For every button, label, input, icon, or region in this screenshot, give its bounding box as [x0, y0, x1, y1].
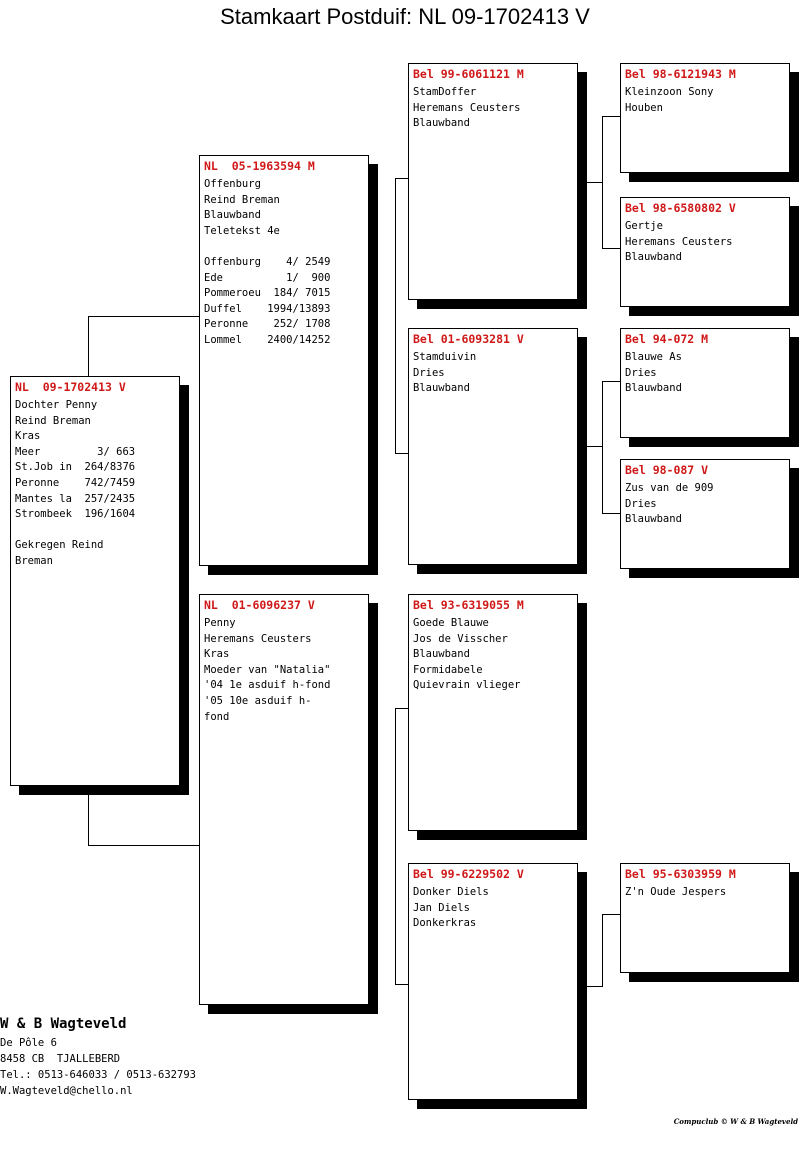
pigeon-card-mother-father — [408, 594, 578, 831]
owner-address-city: 8458 CB TJALLEBERD — [0, 1053, 121, 1065]
pigeon-info-line: '04 1e asduif h-fond — [204, 679, 331, 692]
pigeon-info-line: Reind Breman — [204, 193, 280, 206]
pigeon-info-line: Kras — [15, 430, 41, 443]
connector-mm-parent-v — [602, 914, 603, 987]
pigeon-info-line: Stamduivin — [413, 351, 477, 363]
connector-ff-stub — [586, 182, 603, 183]
pigeon-info-line: Offenburg 4/ 2549 — [204, 255, 331, 268]
pigeon-info-line: Kras — [204, 648, 230, 661]
pigeon-info-line: Gertje — [625, 220, 663, 232]
pigeon-info-line: Ede 1/ 900 — [204, 271, 331, 284]
connector-fm-fmf — [602, 381, 620, 382]
pigeon-info-line — [15, 523, 175, 539]
connector-mother-mm — [395, 984, 408, 985]
pigeon-info-line: Peronne 742/7459 — [15, 476, 136, 489]
pigeon-info-line: Donker Diels — [413, 886, 489, 898]
ring-number: Bel 98-087 V — [625, 463, 709, 477]
pigeon-info-line: fond — [204, 710, 230, 723]
connector-fm-fmm — [602, 513, 620, 514]
connector-subject-mother-v — [88, 786, 89, 846]
owner-name: W & B Wagteveld — [0, 1016, 127, 1032]
pigeon-info-line: Pommeroeu 184/ 7015 — [204, 287, 331, 300]
pigeon-info-line: Blauwband — [413, 648, 470, 661]
pigeon-info-line: Penny — [204, 617, 236, 629]
ring-number: Bel 93-6319055 M — [413, 598, 524, 612]
pigeon-card-father-mother — [408, 328, 578, 565]
page-title: Stamkaart Postduif: NL 09-1702413 V — [220, 4, 590, 29]
connector-ff-ffm — [602, 248, 620, 249]
pigeon-card-ff-mother — [620, 197, 790, 307]
pigeon-info-line: Blauwband — [413, 117, 470, 130]
owner-phone: Tel.: 0513-646033 / 0513-632793 — [0, 1069, 196, 1081]
pigeon-info-line: Teletekst 4e — [204, 224, 280, 237]
connector-mm-stub — [586, 986, 603, 987]
pigeon-info-line: '05 10e asduif h- — [204, 694, 312, 707]
pigeon-info-line: Blauwband — [204, 209, 261, 222]
pigeon-info-line: Moeder van "Natalia" — [204, 663, 331, 676]
pigeon-info-line: Duffel 1994/13893 — [204, 302, 331, 315]
pigeon-info-line: Jos de Visscher — [413, 632, 508, 645]
footer-credit: Compuclub © W & B Wagteveld — [673, 1117, 798, 1126]
connector-father-parents-v — [395, 178, 396, 454]
pigeon-info-line — [204, 239, 364, 255]
pigeon-info-line: Heremans Ceusters — [625, 235, 733, 248]
pigeon-info-line: Blauwband — [413, 382, 470, 395]
pigeon-info-line: Jan Diels — [413, 901, 470, 914]
owner-address-street: De Pôle 6 — [0, 1037, 57, 1049]
pigeon-info-line: Houben — [625, 101, 663, 114]
ring-number: NL 01-6096237 V — [204, 598, 315, 612]
pigeon-info-line: Donkerkras — [413, 917, 477, 930]
pigeon-info-line: Kleinzoon Sony — [625, 86, 714, 98]
connector-father-fm — [395, 453, 408, 454]
pigeon-info-line: Dries — [625, 497, 657, 510]
pigeon-info-line: Breman — [15, 554, 53, 567]
connector-mm-mmf — [602, 914, 620, 915]
pigeon-info-line: Blauwe As — [625, 351, 682, 363]
pigeon-info-line: Heremans Ceusters — [413, 101, 521, 114]
pigeon-info-line: StamDoffer — [413, 86, 477, 98]
connector-subject-father-v — [88, 316, 89, 376]
ring-number: Bel 98-6121943 M — [625, 67, 736, 81]
connector-fm-stub — [586, 446, 603, 447]
ring-number: Bel 99-6229502 V — [413, 867, 524, 881]
connector-subject-father — [88, 316, 200, 317]
connector-subject-mother — [88, 845, 200, 846]
pigeon-info-line: Dries — [413, 366, 445, 379]
pigeon-info-line: Reind Breman — [15, 414, 91, 427]
ring-number: Bel 98-6580802 V — [625, 201, 736, 215]
pigeon-info-line: Heremans Ceusters — [204, 632, 312, 645]
pigeon-info-line: Blauwband — [625, 251, 682, 264]
pigeon-card-subject — [10, 376, 180, 786]
connector-mother-parents-v — [395, 708, 396, 985]
pigeon-info-line: Quievrain vlieger — [413, 679, 521, 692]
pigeon-info-line: Goede Blauwe — [413, 617, 489, 629]
pigeon-info-line: Blauwband — [625, 382, 682, 395]
pigeon-info-line: Mantes la 257/2435 — [15, 492, 136, 505]
pigeon-info-line: Formidabele — [413, 663, 483, 676]
pigeon-card-mother — [199, 594, 369, 1005]
pigeon-card-mother-mother — [408, 863, 578, 1100]
ring-number: NL 09-1702413 V — [15, 380, 126, 394]
pigeon-card-mm-father — [620, 863, 790, 973]
pigeon-info-line: Dries — [625, 366, 657, 379]
connector-ff-fff — [602, 116, 620, 117]
pigeon-info-line: Offenburg — [204, 178, 261, 190]
pigeon-card-fm-mother — [620, 459, 790, 569]
pigeon-info-line: Zus van de 909 — [625, 482, 714, 494]
pigeon-card-fm-father — [620, 328, 790, 438]
pigeon-card-father — [199, 155, 369, 566]
owner-block — [0, 1015, 196, 1099]
pigeon-info-line: Peronne 252/ 1708 — [204, 318, 331, 331]
ring-number: Bel 99-6061121 M — [413, 67, 524, 81]
ring-number: Bel 94-072 M — [625, 332, 709, 346]
pigeon-info-line: Lommel 2400/14252 — [204, 333, 331, 346]
connector-father-ff — [395, 178, 408, 179]
pigeon-card-father-father — [408, 63, 578, 300]
pigeon-info-line: Dochter Penny — [15, 399, 98, 411]
connector-mother-mf — [395, 708, 408, 709]
pigeon-info-line: Z'n Oude Jespers — [625, 886, 727, 898]
pigeon-info-line: Strombeek 196/1604 — [15, 508, 136, 521]
connector-ff-parents-v — [602, 116, 603, 249]
owner-email: W.Wagteveld@chello.nl — [0, 1085, 133, 1097]
ring-number: Bel 95-6303959 M — [625, 867, 736, 881]
connector-fm-parents-v — [602, 381, 603, 514]
pigeon-info-line: Blauwband — [625, 513, 682, 526]
pigeon-info-line: Gekregen Reind — [15, 539, 104, 552]
pigeon-info-line: Meer 3/ 663 — [15, 445, 136, 458]
ring-number: NL 05-1963594 M — [204, 159, 315, 173]
pigeon-info-line: St.Job in 264/8376 — [15, 461, 136, 474]
pigeon-card-ff-father — [620, 63, 790, 173]
ring-number: Bel 01-6093281 V — [413, 332, 524, 346]
